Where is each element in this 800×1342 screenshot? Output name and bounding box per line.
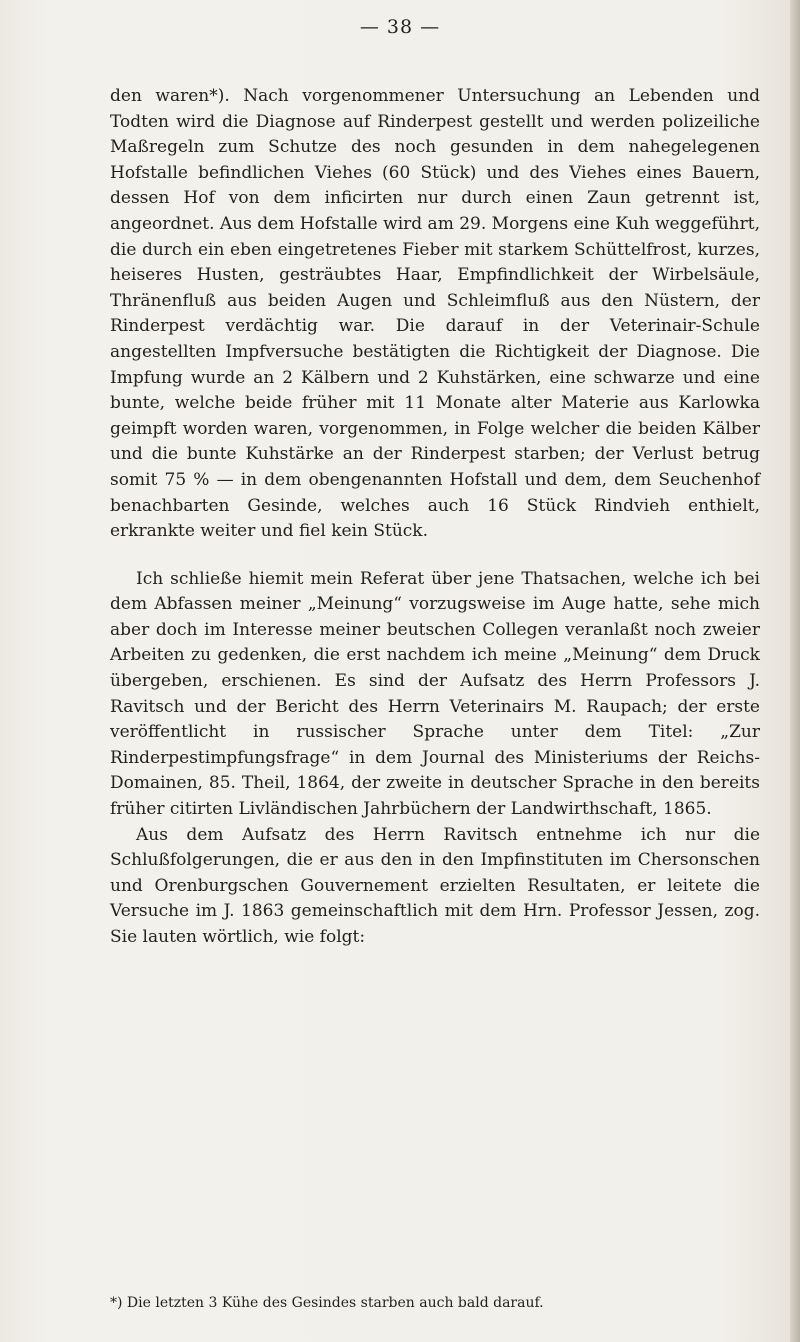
page-edge	[790, 0, 800, 1342]
paragraph-2: Ich schließe hiemit mein Referat über jene Thatsachen, welche ich bei dem Abfassen meiner „Meinung“ vorzugsweise im Auge hatte, sehe mich aber doch im Interesse meiner beutschen Collegen veranlaßt noch zweier Arbeiten zu gedenken, die erst nachdem ich meine „Meinung“ dem Druck übergeben, erschienen. Es sind der Aufsatz des Herrn Professors J. Ravitsch und der Bericht des Herrn Veterinairs M. Raupach; der erste veröffentlicht in russischer Sprache unter dem Titel: „Zur Rinderpestimpfungsfrage“ in dem Journal des Ministeriums der Reichs-Domainen, 85. Theil, 1864, der zweite in deutscher Sprache in den bereits früher citirten Livländischen Jahrbüchern der Landwirthschaft, 1865.	[110, 568, 760, 820]
paragraph-1: den waren*). Nach vorgenommener Untersuchung an Lebenden und Todten wird die Diagnose auf Rinderpest gestellt und werden polizeiliche Maßregeln zum Schutze des noch gesunden in dem nahegelegenen Hofstalle befindlichen Viehes (60 Stück) und des Viehes eines Bauern, dessen Hof von dem inficirten nur durch einen Zaun getrennt ist, angeordnet. Aus dem Hofstalle wird am 29. Morgens eine Kuh weggeführt, die durch ein eben eingetretenes Fieber mit starkem Schüttelfrost, kurzes, heiseres Husten, gesträubtes Haar, Empfindlichkeit der Wirbelsäule, Thränenfluß aus beiden Augen und Schleimfluß aus den Nüstern, der Rinderpest verdächtig war. Die darauf in der Veterinair-Schule angestellten Impfversuche bestätigten die Richtigkeit der Diagnose. Die Impfung wurde an 2 Kälbern und 2 Kuhstärken, eine schwarze und eine bunte, welche beide früher mit 11 Monate alter Materie aus Karlowka geimpft worden waren, vorgenommen, in Folge welcher die beiden Kälber und die bunte Kuhstärke an der Rinderpest starben; der Verlust betrug somit 75 % — in dem obengenannten Hofstall und dem, dem Seuchenhof benachbarten Gesinde, welches auch 16 Stück Rindvieh enthielt, erkrankte weiter und fiel kein Stück.	[110, 86, 760, 542]
footnote: *) Die letzten 3 Kühe des Gesindes starben auch bald darauf.	[110, 1295, 544, 1311]
paragraph-3: Aus dem Aufsatz des Herrn Ravitsch entnehme ich nur die Schlußfolgerungen, die er aus den in den Impfinstituten im Chersonschen und Orenburgschen Gouvernement erzielten Resultaten, er leitete die Versuche im J. 1863 gemeinschaftlich mit dem Hrn. Professor Jessen, zog. Sie lauten wörtlich, wie folgt:	[110, 824, 760, 947]
body-text	[110, 84, 760, 951]
page-number: — 38 —	[359, 16, 441, 38]
